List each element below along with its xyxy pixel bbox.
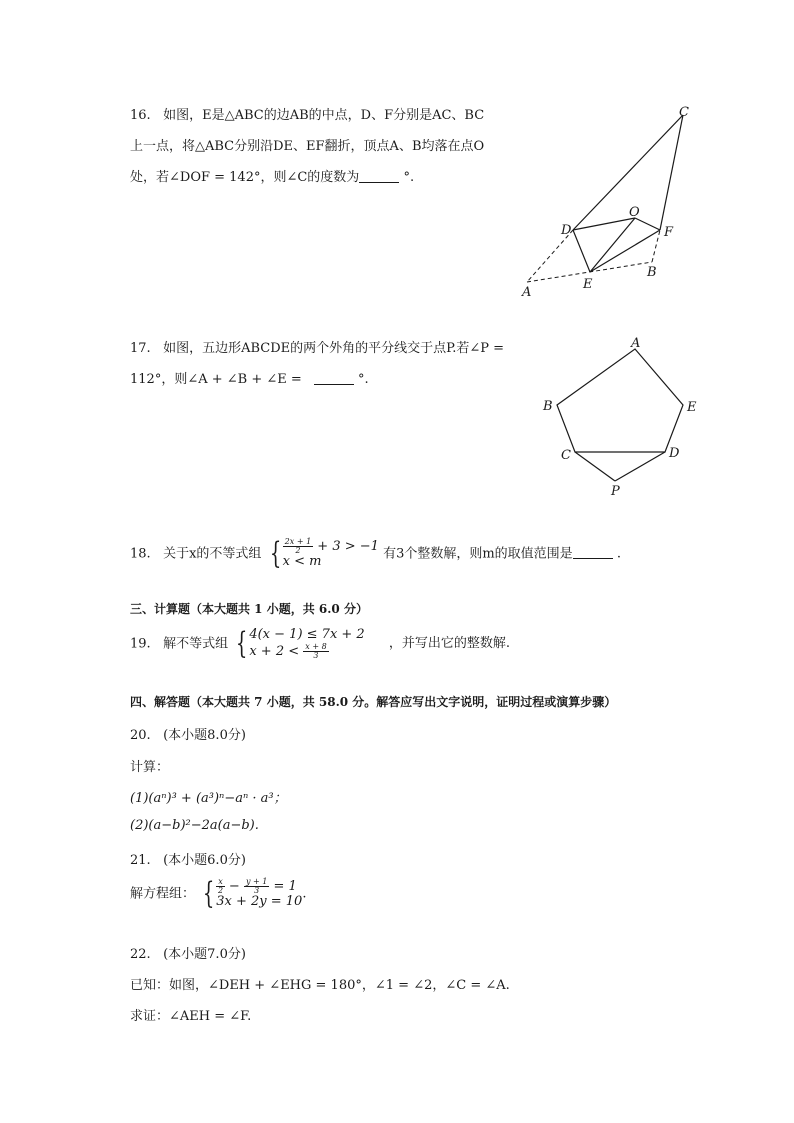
q18-frac-num: 2x + 1 [284, 537, 312, 546]
q21-pre: 解方程组： [130, 886, 196, 902]
q20-part1: (1)(aⁿ)³ + (a³)ⁿ−aⁿ · a³； [130, 791, 287, 806]
q21-row1 [216, 878, 302, 895]
q17-pentagon [557, 349, 683, 452]
q16-text-3-end: °. [403, 170, 415, 185]
q19-frac-den: 3 [313, 650, 319, 660]
q21-score: (本小题6.0分) [163, 853, 246, 868]
section-4-title: 四、解答题（本大题共 7 小题，共 58.0 分。解答应写出文字说明，证明过程或演算步骤） [130, 695, 617, 709]
section-3-title: 三、计算题（本大题共 1 小题，共 6.0 分） [130, 602, 368, 616]
q18-fraction [283, 538, 313, 555]
q22-header [130, 943, 246, 962]
q16-segment-DE [573, 230, 590, 272]
q21-frac2-num: y + 1 [245, 877, 268, 886]
q21-frac2-den: 3 [254, 886, 260, 895]
q17-label-E: E [687, 400, 697, 415]
answer-blank[interactable] [359, 170, 399, 183]
q21-fraction-1 [216, 878, 225, 895]
question-number: 22. [130, 947, 151, 962]
q16-dashed-BF [652, 230, 660, 262]
question-number: 21. [130, 853, 151, 868]
q18-row2: x < m [282, 554, 322, 569]
q20-part2: (2)(a−b)²−2a(a−b). [130, 818, 259, 833]
q20-score: (本小题8.0分) [163, 728, 246, 743]
q18-pre: 关于x的不等式组 [163, 546, 262, 562]
q16-segment-DC [573, 115, 683, 230]
q18-row1-rest: + 3 > −1 [317, 539, 379, 554]
q17-text-2: 112°，则∠A + ∠B + ∠E = [130, 372, 302, 387]
q16-label-A: A [522, 285, 532, 300]
q21-row1-rest: = 1 [273, 879, 297, 894]
q17-label-B: B [543, 399, 553, 414]
q17-line1 [130, 337, 504, 356]
q17-label-D: D [669, 446, 680, 461]
question-number: 19. [130, 636, 151, 652]
q19-pre: 解不等式组 [163, 636, 229, 652]
q19-row2 [249, 643, 364, 660]
q18-system: { $\frac{2x + 1}{2}$ + 3 > −1 x < m [269, 535, 379, 571]
q18-end: . [616, 546, 621, 562]
q17-figure [535, 335, 705, 505]
q16-segment-EO [590, 218, 635, 272]
q20-header [130, 724, 246, 743]
q17-label-C: C [561, 448, 571, 463]
q17-line2 [130, 368, 369, 387]
q17-text-2-end: °. [358, 372, 369, 387]
q21-header [130, 849, 246, 868]
q16-label-C: C [679, 105, 689, 120]
q21-row2: 3x + 2y = 10 [216, 894, 303, 909]
q18 [130, 535, 621, 571]
q19-post: ，并写出它的整数解. [388, 636, 510, 652]
q16-label-B: B [647, 265, 657, 280]
answer-blank[interactable] [573, 546, 613, 559]
q19-row2-pre: x + 2 < [249, 643, 300, 659]
q21-frac1-num: x [218, 877, 223, 886]
q16-text-2: 上一点，将△ABC分别沿DE、EF翻折，顶点A、B均落在点O [130, 139, 485, 154]
q20-intro: 计算： [130, 760, 170, 775]
answer-blank[interactable] [314, 372, 354, 385]
q21-frac1-den: 2 [217, 886, 224, 895]
question-number: 18. [130, 546, 151, 562]
q16-label-D: D [561, 223, 572, 238]
q19-system: { 4(x − 1) ≤ 7x + 2 x + 2 < $\frac{x + 8}{3}$ [236, 625, 365, 661]
q17-label-P: P [611, 484, 620, 499]
q22-given: 已知：如图，∠DEH + ∠EHG = 180°，∠1 = ∠2，∠C = ∠A. [130, 978, 510, 993]
q16-line1 [130, 104, 484, 123]
q17-segment-CP [575, 452, 615, 481]
q18-frac-den: 2 [295, 546, 301, 555]
q16-text-3: 处，若∠DOF = 142°，则∠C的度数为 [130, 170, 360, 185]
q16-figure [515, 100, 705, 300]
q22-prove: 求证：∠AEH = ∠F. [130, 1009, 252, 1024]
question-number: 16. [130, 108, 151, 123]
q17-segment-DP [615, 452, 665, 481]
question-number: 17. [130, 341, 151, 356]
q22-score: (本小题7.0分) [163, 947, 246, 962]
question-number: 20. [130, 728, 151, 743]
q17-label-A: A [631, 336, 641, 351]
q18-row1 [283, 538, 379, 555]
q16-segment-CF [660, 115, 683, 230]
q18-post: 有3个整数解，则m的取值范围是 [383, 546, 573, 562]
q16-label-E: E [583, 277, 593, 292]
q17-text-1: 如图，五边形ABCDE的两个外角的平分线交于点P.若∠P = [163, 341, 505, 356]
q16-line3 [130, 166, 414, 185]
q21-system: { $\frac{x}{2}$ − $\frac{y + 1}{3}$ = 1 3x + 2y = 10 [202, 875, 303, 911]
q19-row1: 4(x − 1) ≤ 7x + 2 [249, 627, 365, 642]
q16-label-F: F [664, 225, 674, 240]
q21-minus: − [228, 879, 240, 894]
q16-text-1: 如图，E是△ABC的边AB的中点，D、F分别是AC、BC [163, 108, 485, 123]
q21-end: . [302, 886, 307, 902]
q19-frac-num: x + 8 [305, 641, 327, 651]
q19 [130, 625, 510, 661]
q19-fraction [303, 643, 328, 660]
q21-fraction-2 [244, 878, 269, 895]
q21-body [130, 875, 307, 911]
q16-label-O: O [629, 205, 640, 220]
